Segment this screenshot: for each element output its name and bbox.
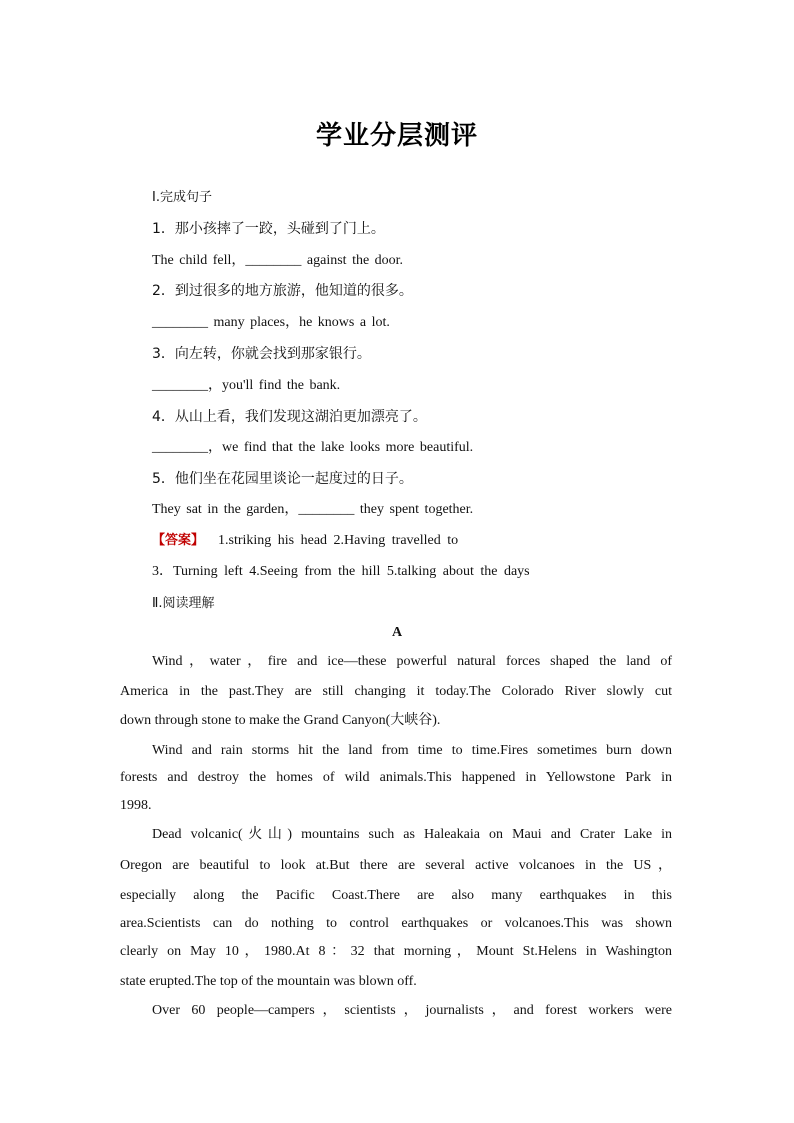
question-4-en: ________，we find that the lake looks more beautiful.	[152, 440, 474, 455]
question-3-cn: 3．向左转，你就会找到那家银行。	[152, 346, 371, 362]
section-heading-1: Ⅰ.完成句子	[152, 190, 212, 205]
paragraph-line: Wind，water，fire and ice—these powerful natural forces shaped the land of	[152, 654, 672, 669]
paragraph-line: Over 60 people—campers，scientists，journalists，and forest workers were	[152, 1003, 672, 1018]
paragraph-line: Oregon are beautiful to look at.But there are several active volcanoes in the US，	[120, 858, 672, 873]
question-1-en: The child fell，________ against the door.	[152, 253, 404, 268]
question-2-cn: 2．到过很多的地方旅游，他知道的很多。	[152, 283, 413, 299]
answer-tag: 【答案】	[152, 533, 205, 548]
paragraph-line: forests and destroy the homes of wild animals.This happened in Yellowstone Park in	[120, 770, 672, 785]
answer-text-1: 1.striking his head 2.Having travelled to	[218, 533, 459, 548]
question-4-cn: 4．从山上看，我们发现这湖泊更加漂亮了。	[152, 409, 427, 425]
paragraph-line: down through stone to make the Grand Canyon(大峡谷).	[120, 713, 441, 728]
section-heading-2: Ⅱ.阅读理解	[152, 596, 215, 611]
paragraph-line: Dead volcanic(火山) mountains such as Haleakaia on Maui and Crater Lake in	[152, 827, 672, 842]
paragraph-line: Wind and rain storms hit the land from time to time.Fires sometimes burn down	[152, 743, 672, 758]
page-title: 学业分层测评	[315, 121, 478, 151]
answer-line-2: 3．Turning left 4.Seeing from the hill 5.talking about the days	[152, 564, 530, 579]
question-3-en: ________，you'll find the bank.	[152, 378, 341, 393]
passage-label: A	[391, 625, 403, 640]
paragraph-line: 1998.	[120, 798, 152, 813]
paragraph-line: clearly on May 10，1980.At 8：32 that morning，Mount St.Helens in Washington	[120, 944, 672, 959]
paragraph-line: state erupted.The top of the mountain was blown off.	[120, 974, 417, 989]
paragraph-line: area.Scientists can do nothing to control earthquakes or volcanoes.This was shown	[120, 916, 672, 931]
question-5-cn: 5．他们坐在花园里谈论一起度过的日子。	[152, 471, 413, 487]
question-2-en: ________ many places，he knows a lot.	[152, 315, 390, 330]
paragraph-line: America in the past.They are still changing it today.The Colorado River slowly cut	[120, 684, 672, 699]
answer-line-1	[152, 532, 458, 550]
question-1-cn: 1．那小孩摔了一跤，头碰到了门上。	[152, 221, 385, 237]
paragraph-line: especially along the Pacific Coast.There are also many earthquakes in this	[120, 888, 672, 903]
question-5-en: They sat in the garden，________ they spent together.	[152, 502, 474, 517]
